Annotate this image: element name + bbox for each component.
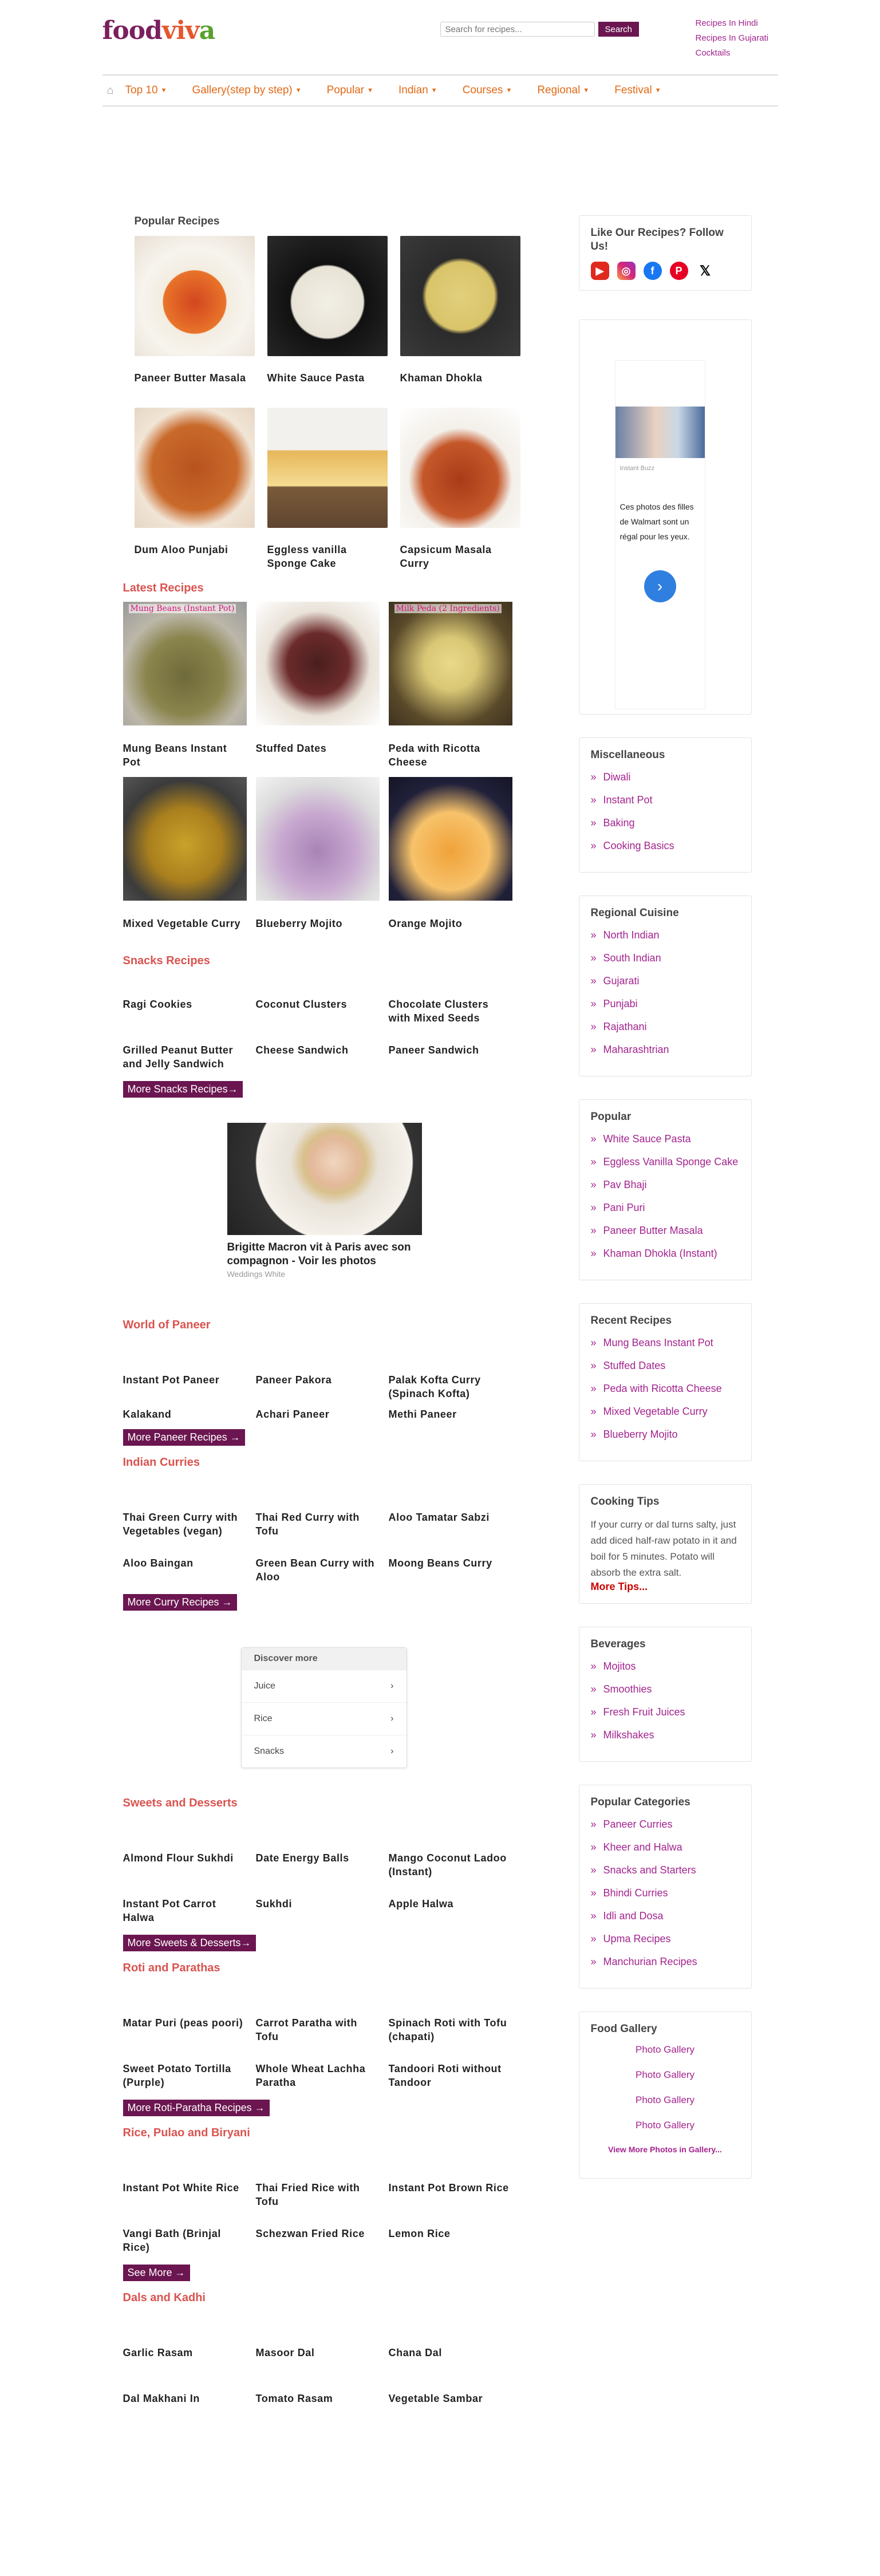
box-title: Popular Categories	[590, 1796, 690, 1808]
nav-gallery[interactable]: Gallery(step by step) ▼	[192, 84, 302, 96]
recipe-title: White Sauce Pasta	[267, 372, 365, 384]
section-title: Popular Recipes	[134, 215, 220, 227]
recipe-link[interactable]: Grilled Peanut Butter and Jelly Sandwich	[123, 1044, 234, 1070]
sidebar-link[interactable]: » Mojitos	[591, 1659, 740, 1673]
discover-item[interactable]	[242, 1670, 407, 1702]
recipe-link[interactable]: Paneer Pakora	[255, 1374, 332, 1386]
ad-headline[interactable]: Brigitte Macron vit à Paris avec son compagnon - Voir les photos	[227, 1241, 411, 1267]
main-content	[123, 215, 512, 2427]
popular-box	[579, 1099, 752, 1280]
sidebar-link[interactable]: » Pav Bhaji	[591, 1178, 740, 1192]
rice-list	[123, 2147, 512, 2262]
recipe-link[interactable]: Apple Halwa	[388, 1898, 454, 1910]
recipe-photo	[400, 236, 520, 356]
chevron-right-icon: ›	[390, 1714, 394, 1723]
sidebar-link[interactable]: » Instant Pot	[591, 793, 740, 807]
recipe-photo	[389, 777, 512, 901]
discover-item[interactable]	[242, 1702, 407, 1735]
recipe-link[interactable]: Coconut Clusters	[255, 999, 348, 1010]
sidebar-link[interactable]: » White Sauce Pasta	[591, 1132, 740, 1146]
facebook-icon[interactable]: f	[644, 262, 662, 280]
sidebar-link[interactable]: » South Indian	[591, 951, 740, 965]
recipe-link[interactable]: Dal Makhani In	[123, 2393, 200, 2404]
recipe-link[interactable]: Vegetable Sambar	[388, 2393, 483, 2404]
recipe-link[interactable]: Sweet Potato Tortilla (Purple)	[123, 2063, 231, 2088]
recipe-link[interactable]: Whole Wheat Lachha Paratha	[255, 2063, 366, 2088]
ad-text: Ces photos des filles de Walmart sont un régal pour les yeux.	[619, 502, 694, 541]
search-form	[440, 22, 640, 37]
box-title: Like Our Recipes? Follow Us!	[590, 227, 724, 253]
home-icon[interactable]: ⌂	[106, 84, 114, 97]
snacks-list	[123, 975, 512, 1079]
recipe-photo	[123, 602, 247, 725]
sidebar-link[interactable]: » Pani Puri	[591, 1201, 740, 1214]
discover-item[interactable]	[242, 1735, 407, 1768]
main-nav	[102, 74, 778, 106]
ad-block[interactable]	[227, 1123, 422, 1279]
section-title: Roti and Parathas	[123, 1962, 220, 1974]
pinterest-icon[interactable]: P	[670, 262, 688, 280]
sidebar-link[interactable]: » Mixed Vegetable Curry	[591, 1405, 740, 1418]
sidebar-link[interactable]: » Eggless Vanilla Sponge Cake	[591, 1155, 740, 1169]
recipe-title: Capsicum Masala Curry	[400, 544, 492, 569]
sidebar-link[interactable]: » Cooking Basics	[591, 839, 740, 853]
recipe-link[interactable]: Date Energy Balls	[255, 1852, 349, 1864]
sidebar-link[interactable]: » Mung Beans Instant Pot	[591, 1336, 740, 1350]
recipe-link[interactable]: Thai Fried Rice with Tofu	[255, 2182, 360, 2207]
sidebar-link[interactable]: » Baking	[591, 816, 740, 830]
site-logo[interactable]: foodviva	[102, 16, 215, 45]
gallery-image[interactable]: Photo Gallery	[636, 2069, 694, 2080]
beverages-box	[579, 1627, 752, 1762]
nav-popular[interactable]: Popular ▼	[326, 84, 374, 96]
link-cocktails[interactable]: Cocktails	[695, 48, 731, 58]
follow-box	[579, 215, 752, 291]
recipe-photo	[135, 236, 255, 356]
gallery-box	[579, 2011, 752, 2179]
recipe-link[interactable]: Instant Pot Carrot Halwa	[123, 1898, 216, 1923]
gallery-image[interactable]: Photo Gallery	[636, 2094, 694, 2105]
curries-list	[123, 1476, 512, 1592]
photo-caption: Mung Beans (Instant Pot)	[129, 604, 236, 613]
ad-source: Weddings White	[227, 1269, 286, 1279]
recipe-link[interactable]: Moong Beans Curry	[388, 1557, 492, 1569]
sidebar-link[interactable]: » Snacks and Starters	[591, 1863, 740, 1877]
recipe-link[interactable]: Masoor Dal	[255, 2347, 315, 2358]
recipe-link[interactable]: Garlic Rasam	[123, 2347, 193, 2358]
ad-unit[interactable]	[615, 360, 705, 709]
sidebar-link[interactable]: » Upma Recipes	[591, 1932, 740, 1946]
discover-label: Rice	[254, 1714, 273, 1723]
recipe-title: Mixed Vegetable Curry	[123, 918, 241, 929]
recipe-link[interactable]: Sukhdi	[255, 1898, 293, 1910]
see-more-rice-button[interactable]: See More →	[123, 2265, 190, 2281]
recipe-photo	[123, 777, 247, 901]
sidebar-link[interactable]: » Punjabi	[591, 997, 740, 1011]
recipe-link[interactable]: Instant Pot Brown Rice	[388, 2182, 509, 2194]
nav-indian[interactable]: Indian ▼	[398, 84, 437, 96]
recipe-link[interactable]: Thai Green Curry with Vegetables (vegan)	[123, 1512, 238, 1537]
more-roti-button[interactable]: More Roti-Paratha Recipes →	[123, 2100, 270, 2116]
section-title: Indian Curries	[123, 1456, 200, 1469]
recipe-photo	[256, 602, 380, 725]
regional-box	[579, 896, 752, 1076]
recipe-title: Dum Aloo Punjabi	[134, 544, 228, 555]
section-title: Snacks Recipes	[123, 954, 210, 967]
instagram-icon[interactable]: ◎	[617, 262, 636, 280]
recipe-card[interactable]	[389, 777, 512, 944]
recent-box	[579, 1303, 752, 1461]
discover-more-box	[241, 1647, 407, 1768]
paneer-list	[123, 1339, 512, 1427]
box-title: Beverages	[590, 1638, 646, 1650]
recipe-link[interactable]: Carrot Paratha with Tofu	[255, 2017, 357, 2042]
recipe-card[interactable]	[267, 236, 388, 400]
sidebar	[579, 215, 752, 2202]
sidebar-link[interactable]: » Stuffed Dates	[591, 1359, 740, 1372]
recipe-title: Stuffed Dates	[255, 743, 327, 754]
recipe-photo	[135, 408, 255, 528]
site-header	[102, 0, 778, 74]
link-hindi[interactable]: Recipes In Hindi	[695, 18, 758, 28]
more-paneer-button[interactable]: More Paneer Recipes →	[123, 1429, 245, 1446]
box-title: Popular	[590, 1111, 632, 1123]
chevron-right-icon: ›	[390, 1746, 394, 1756]
section-title: Rice, Pulao and Biryani	[123, 2127, 250, 2139]
box-title: Recent Recipes	[590, 1315, 672, 1327]
recipe-link[interactable]: Tandoori Roti without Tandoor	[388, 2063, 502, 2088]
latest-recipes	[123, 602, 512, 944]
popular-recipes	[123, 215, 512, 571]
sidebar-link[interactable]: » Diwali	[591, 770, 740, 784]
youtube-icon[interactable]: ▶	[591, 262, 609, 280]
recipe-link[interactable]: Achari Paneer	[255, 1409, 330, 1420]
recipe-title: Paneer Butter Masala	[134, 372, 246, 384]
recipe-link[interactable]: Mango Coconut Ladoo (Instant)	[388, 1852, 507, 1877]
box-title: Regional Cuisine	[590, 907, 679, 919]
recipe-link[interactable]: Spinach Roti with Tofu (chapati)	[388, 2017, 507, 2042]
arrow-right-icon[interactable]: ›	[644, 570, 676, 602]
sidebar-link[interactable]: » Manchurian Recipes	[591, 1955, 740, 1969]
dals-list	[123, 2311, 512, 2427]
recipe-card[interactable]	[135, 236, 255, 400]
recipe-link[interactable]: Methi Paneer	[388, 1409, 457, 1420]
more-snacks-button[interactable]: More Snacks Recipes→	[123, 1081, 243, 1098]
more-sweets-button[interactable]: More Sweets & Desserts→	[123, 1935, 256, 1951]
nav-regional[interactable]: Regional ▼	[537, 84, 590, 96]
sidebar-link[interactable]: » Peda with Ricotta Cheese	[591, 1382, 740, 1395]
section-title: World of Paneer	[123, 1319, 211, 1331]
recipe-link[interactable]: Instant Pot Paneer	[123, 1374, 220, 1386]
sidebar-link[interactable]: » Maharashtrian	[591, 1043, 740, 1056]
section-title: Sweets and Desserts	[123, 1797, 238, 1809]
gallery-image[interactable]: Photo Gallery	[636, 2120, 694, 2131]
recipe-link[interactable]: Lemon Rice	[388, 2228, 451, 2239]
recipe-link[interactable]: Matar Puri (peas poori)	[123, 2017, 243, 2029]
sidebar-link[interactable]: » Khaman Dhokla (Instant)	[591, 1246, 740, 1260]
sidebar-link[interactable]: » Blueberry Mojito	[591, 1427, 740, 1441]
ad-photo	[615, 407, 705, 458]
recipe-title: Orange Mojito	[388, 918, 463, 929]
ad-box	[579, 319, 752, 715]
section-title: Latest Recipes	[123, 582, 204, 594]
sidebar-link[interactable]: » Bhindi Curries	[591, 1886, 740, 1900]
sidebar-link[interactable]: » Idli and Dosa	[591, 1909, 740, 1923]
recipe-link[interactable]: Palak Kofta Curry (Spinach Kofta)	[388, 1374, 481, 1399]
recipe-card[interactable]	[256, 602, 380, 769]
categories-box	[579, 1785, 752, 1989]
discover-label: Snacks	[254, 1746, 284, 1756]
sweets-list	[123, 1817, 512, 1932]
recipe-card[interactable]	[123, 602, 247, 769]
recipe-link[interactable]: Tomato Rasam	[255, 2393, 333, 2404]
recipe-link[interactable]: Green Bean Curry with Aloo	[255, 1557, 375, 1583]
recipe-card[interactable]	[135, 408, 255, 571]
tip-text: If your curry or dal turns salty, just add diced half-raw potato in it and boil for 5 minutes. Potato will absorb the extra salt.	[590, 1519, 737, 1578]
recipe-link[interactable]: Kalakand	[123, 1409, 172, 1420]
more-curries-button[interactable]: More Curry Recipes →	[123, 1594, 237, 1611]
recipe-link[interactable]: Chana Dal	[388, 2347, 442, 2358]
photo-caption: Milk Peda (2 Ingredients)	[394, 604, 502, 613]
recipe-link[interactable]: Aloo Tamatar Sabzi	[388, 1512, 490, 1523]
roti-list	[123, 1982, 512, 2097]
recipe-link[interactable]: Paneer Sandwich	[388, 1044, 479, 1056]
recipe-photo	[256, 777, 380, 901]
view-more-gallery-link[interactable]: View More Photos in Gallery...	[608, 2145, 722, 2154]
gallery-image[interactable]: Photo Gallery	[636, 2044, 694, 2055]
box-title: Food Gallery	[590, 2023, 657, 2035]
recipe-link[interactable]: Cheese Sandwich	[255, 1044, 349, 1056]
recipe-photo	[389, 602, 512, 725]
recipe-title: Khaman Dhokla	[400, 372, 483, 384]
recipe-link[interactable]: Schezwan Fried Rice	[255, 2228, 365, 2239]
misc-box	[579, 737, 752, 873]
sidebar-link[interactable]: » Paneer Butter Masala	[591, 1224, 740, 1237]
sidebar-link[interactable]: » Rajathani	[591, 1020, 740, 1033]
language-links	[696, 16, 769, 61]
recipe-card[interactable]	[267, 408, 388, 571]
recipe-link[interactable]: Almond Flour Sukhdi	[123, 1852, 234, 1864]
section-title: Dals and Kadhi	[123, 2291, 206, 2304]
recipe-photo	[400, 408, 520, 528]
x-icon[interactable]: 𝕏	[696, 262, 715, 280]
link-gujarati[interactable]: Recipes In Gujarati	[695, 33, 769, 43]
sidebar-link[interactable]: » Paneer Curries	[591, 1817, 740, 1831]
discover-label: Juice	[254, 1681, 275, 1691]
recipe-link[interactable]: Thai Red Curry with Tofu	[255, 1512, 360, 1537]
discover-title: Discover more	[242, 1648, 407, 1670]
ad-source: Instant Buzz	[619, 465, 655, 472]
sidebar-link[interactable]: » North Indian	[591, 928, 740, 942]
search-input[interactable]	[440, 22, 595, 37]
sidebar-link[interactable]: » Kheer and Halwa	[591, 1840, 740, 1854]
recipe-photo	[267, 236, 388, 356]
recipe-card[interactable]	[123, 777, 247, 944]
search-button[interactable]: Search	[598, 22, 640, 37]
recipe-link[interactable]: Aloo Baingan	[123, 1557, 194, 1569]
sidebar-link[interactable]: » Gujarati	[591, 974, 740, 988]
nav-top10[interactable]: Top 10 ▼	[125, 84, 167, 96]
chevron-right-icon: ›	[390, 1681, 394, 1691]
recipe-link[interactable]: Instant Pot White Rice	[123, 2182, 239, 2194]
ad-photo	[227, 1123, 422, 1235]
tips-box	[579, 1484, 752, 1604]
recipe-card[interactable]	[256, 777, 380, 944]
recipe-link[interactable]: Ragi Cookies	[123, 999, 192, 1010]
recipe-card[interactable]	[400, 236, 520, 400]
recipe-photo	[267, 408, 388, 528]
recipe-title: Peda with Ricotta Cheese	[388, 743, 480, 768]
recipe-link[interactable]: Vangi Bath (Brinjal Rice)	[123, 2228, 221, 2253]
sidebar-link[interactable]: » Fresh Fruit Juices	[591, 1705, 740, 1719]
recipe-card[interactable]	[389, 602, 512, 769]
sidebar-link[interactable]: » Milkshakes	[591, 1728, 740, 1742]
recipe-title: Blueberry Mojito	[255, 918, 343, 929]
recipe-title: Mung Beans Instant Pot	[123, 743, 227, 768]
nav-courses[interactable]: Courses ▼	[462, 84, 512, 96]
recipe-title: Eggless vanilla Sponge Cake	[267, 544, 347, 569]
nav-festival[interactable]: Festival ▼	[614, 84, 661, 96]
box-title: Miscellaneous	[590, 749, 665, 761]
more-tips-link[interactable]: More Tips...	[590, 1581, 648, 1592]
recipe-link[interactable]: Chocolate Clusters with Mixed Seeds	[388, 999, 489, 1024]
box-title: Cooking Tips	[590, 1496, 660, 1508]
recipe-card[interactable]	[400, 408, 520, 571]
sidebar-link[interactable]: » Smoothies	[591, 1682, 740, 1696]
